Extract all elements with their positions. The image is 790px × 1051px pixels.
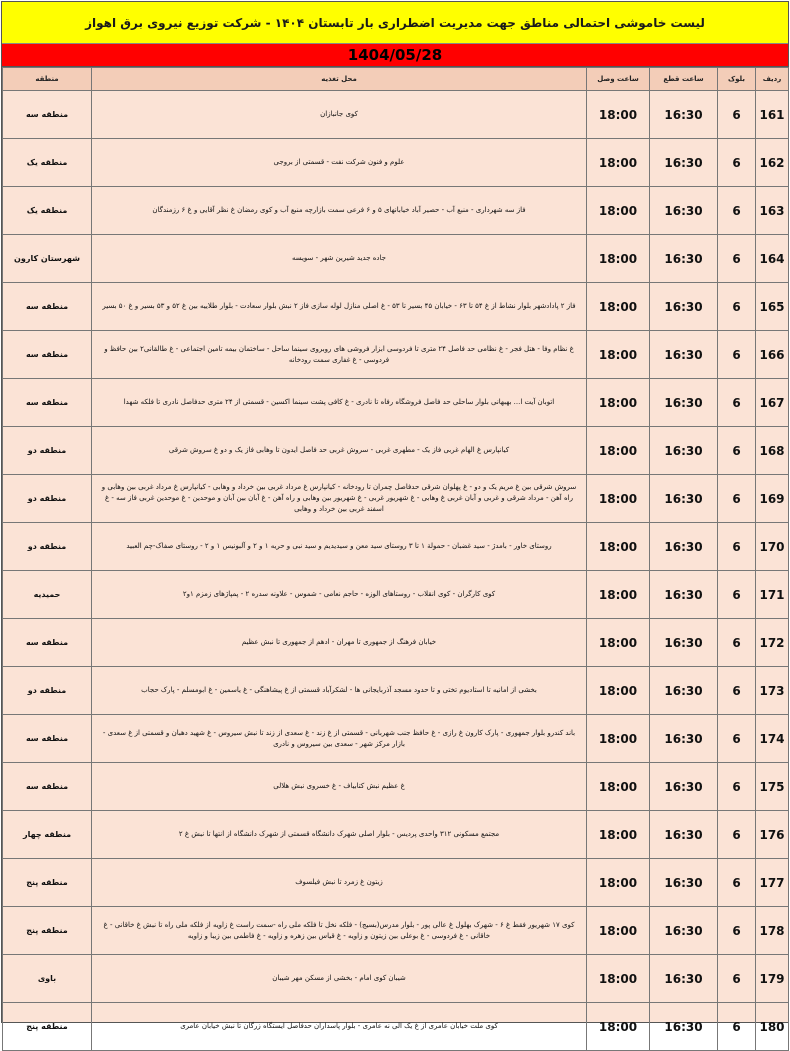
connect-time-cell: 18:00 <box>587 331 650 379</box>
table-row <box>3 187 789 235</box>
table-body <box>3 91 789 1051</box>
table-row <box>3 907 789 955</box>
document-title: لیست خاموشی احتمالی مناطق جهت مدیریت اضطراری بار تابستان ۱۴۰۴ - شرکت توزیع نیروی برق اهواز <box>2 2 788 44</box>
cut-time-cell: 16:30 <box>650 667 718 715</box>
connect-time-cell: 18:00 <box>587 427 650 475</box>
block-cell: 6 <box>718 331 756 379</box>
location-cell: کوی ۱۷ شهریور فقط غ ۶ - شهرک بهلول غ عالی پور - بلوار مدرس(بسیج) - فلکه نخل تا فلکه ملی راه -سمت راست غ زاویه از فلکه ملی راه تا نبش غ خاقانی - غ خاقانی - غ فردوسی - غ بوعلی بین زیتون و زاویه - غ قیاس بین زهره و زاویه - غ فاطمی بین زیبا و زاویه <box>92 907 587 955</box>
cut-time-cell: 16:30 <box>650 91 718 139</box>
cut-time-cell: 16:30 <box>650 955 718 1003</box>
location-cell: شیبان کوی امام - بخشی از مسکن مهر شیبان <box>92 955 587 1003</box>
cut-time-cell: 16:30 <box>650 379 718 427</box>
row-number: 179 <box>756 955 789 1003</box>
region-cell: منطقه سه <box>3 379 92 427</box>
row-number: 171 <box>756 571 789 619</box>
region-cell: منطقه دو <box>3 523 92 571</box>
block-cell: 6 <box>718 715 756 763</box>
cut-time-cell: 16:30 <box>650 283 718 331</box>
block-cell: 6 <box>718 187 756 235</box>
cut-time-cell: 16:30 <box>650 235 718 283</box>
row-number: 162 <box>756 139 789 187</box>
region-cell: منطقه دو <box>3 427 92 475</box>
row-number: 173 <box>756 667 789 715</box>
header-location: محل تغذیه <box>92 68 587 91</box>
row-number: 161 <box>756 91 789 139</box>
header-row-no: ردیف <box>756 68 789 91</box>
row-number: 169 <box>756 475 789 523</box>
table-row <box>3 811 789 859</box>
cut-time-cell: 16:30 <box>650 619 718 667</box>
cut-time-cell: 16:30 <box>650 763 718 811</box>
connect-time-cell: 18:00 <box>587 859 650 907</box>
location-cell: فاز ۲ پادادشهر بلوار نشاط از غ ۵۴ تا ۶۳ - خیابان ۴۵ بسیر تا ۵۳ - غ اصلی منازل لوله سازی فاز ۲ نبش بلوار سعادت - بلوار طلاییه بین غ ۵۲ و ۵۳ بسیر و غ ۵۰ بسیر <box>92 283 587 331</box>
cut-time-cell: 16:30 <box>650 139 718 187</box>
block-cell: 6 <box>718 427 756 475</box>
location-cell: غ نظام وفا - هتل فجر - غ نظامی حد فاصل ۲۴ متری تا فردوسی ابزار فروشی های روبروی سینما ساحل - ساختمان بیمه تامین اجتماعی - غ طالقانی۲ بین حافظ و فردوسی - غ غفاری سمت رودخانه <box>92 331 587 379</box>
table-row <box>3 523 789 571</box>
cut-time-cell: 16:30 <box>650 427 718 475</box>
block-cell: 6 <box>718 763 756 811</box>
cut-time-cell: 16:30 <box>650 475 718 523</box>
region-cell: منطقه سه <box>3 763 92 811</box>
location-cell: کوی جانبازان <box>92 91 587 139</box>
region-cell: منطقه یک <box>3 187 92 235</box>
cut-time-cell: 16:30 <box>650 859 718 907</box>
table-row <box>3 283 789 331</box>
connect-time-cell: 18:00 <box>587 283 650 331</box>
header-block: بلوک <box>718 68 756 91</box>
cut-time-cell: 16:30 <box>650 1003 718 1051</box>
cut-time-cell: 16:30 <box>650 811 718 859</box>
region-cell: حمیدیه <box>3 571 92 619</box>
region-cell: منطقه سه <box>3 91 92 139</box>
cut-time-cell: 16:30 <box>650 907 718 955</box>
region-cell: شهرستان کارون <box>3 235 92 283</box>
table-row <box>3 1003 789 1051</box>
row-number: 172 <box>756 619 789 667</box>
cut-time-cell: 16:30 <box>650 571 718 619</box>
block-cell: 6 <box>718 907 756 955</box>
region-cell: منطقه پنج <box>3 1003 92 1051</box>
location-cell: جاده جدید شیرین شهر - سویسه <box>92 235 587 283</box>
connect-time-cell: 18:00 <box>587 91 650 139</box>
location-cell: کیانپارس غ الهام غربی فاز یک - مطهری غربی - سروش غربی حد فاصل ایدون تا وهابی فاز یک و دو غ سروش شرقی <box>92 427 587 475</box>
row-number: 168 <box>756 427 789 475</box>
block-cell: 6 <box>718 523 756 571</box>
location-cell: روستای خاور - بامدژ - سید غضبان - حمولة ۱ تا ۳ روستای سید معن و سیدیدیم و سید نبی و حریه ۱ و ۲ و آلبونیس ۱ و ۲ - روستای صفاک-چم العبید <box>92 523 587 571</box>
header-connect-time: ساعت وصل <box>587 68 650 91</box>
connect-time-cell: 18:00 <box>587 379 650 427</box>
row-number: 180 <box>756 1003 789 1051</box>
connect-time-cell: 18:00 <box>587 475 650 523</box>
block-cell: 6 <box>718 955 756 1003</box>
location-cell: خیابان فرهنگ از جمهوری تا مهران - ادهم از جمهوری تا نبش عظیم <box>92 619 587 667</box>
block-cell: 6 <box>718 139 756 187</box>
region-cell: منطقه سه <box>3 715 92 763</box>
cut-time-cell: 16:30 <box>650 523 718 571</box>
location-cell: اتوبان آیت ا... بهبهانی بلوار ساحلی حد فاصل فروشگاه رفاه تا نادری - غ کافی پشت سینما اکسین - قسمتی از ۲۴ متری حدفاصل نادری تا فلکه شهدا <box>92 379 587 427</box>
table-row <box>3 91 789 139</box>
table-row <box>3 667 789 715</box>
block-cell: 6 <box>718 235 756 283</box>
table-row <box>3 571 789 619</box>
outage-table <box>2 67 789 1051</box>
region-cell: منطقه دو <box>3 475 92 523</box>
cut-time-cell: 16:30 <box>650 331 718 379</box>
block-cell: 6 <box>718 91 756 139</box>
row-number: 166 <box>756 331 789 379</box>
connect-time-cell: 18:00 <box>587 907 650 955</box>
table-row <box>3 859 789 907</box>
table-row <box>3 427 789 475</box>
header-cut-time: ساعت قطع <box>650 68 718 91</box>
row-number: 164 <box>756 235 789 283</box>
row-number: 178 <box>756 907 789 955</box>
block-cell: 6 <box>718 571 756 619</box>
connect-time-cell: 18:00 <box>587 811 650 859</box>
region-cell: منطقه سه <box>3 283 92 331</box>
location-cell: علوم و فنون شرکت نفت - قسمتی از بروجی <box>92 139 587 187</box>
row-number: 165 <box>756 283 789 331</box>
table-row <box>3 619 789 667</box>
cut-time-cell: 16:30 <box>650 715 718 763</box>
region-cell: منطقه سه <box>3 619 92 667</box>
table-row <box>3 955 789 1003</box>
row-number: 163 <box>756 187 789 235</box>
location-cell: کوی کارگران - کوی انقلاب - روستاهای الوزه - حاجم نعامی - شموس - علاونه سدره ۲ - پمپاژهای زمزم ۱و۲ <box>92 571 587 619</box>
connect-time-cell: 18:00 <box>587 667 650 715</box>
block-cell: 6 <box>718 811 756 859</box>
row-number: 175 <box>756 763 789 811</box>
region-cell: منطقه دو <box>3 667 92 715</box>
outage-schedule-sheet <box>1 1 789 1034</box>
table-row <box>3 475 789 523</box>
row-number: 167 <box>756 379 789 427</box>
connect-time-cell: 18:00 <box>587 715 650 763</box>
schedule-date: 1404/05/28 <box>2 44 788 67</box>
block-cell: 6 <box>718 1003 756 1051</box>
table-row <box>3 139 789 187</box>
connect-time-cell: 18:00 <box>587 763 650 811</box>
location-cell: فاز سه شهرداری - منبع آب - حصیر آباد خیابانهای ۵ و ۶ فرعی سمت بازارچه منبع آب و کوی رمضان غ نظر آقایی و غ ۶ رزمندگان <box>92 187 587 235</box>
region-cell: منطقه پنج <box>3 859 92 907</box>
row-number: 170 <box>756 523 789 571</box>
table-header-row <box>3 68 789 91</box>
cut-time-cell: 16:30 <box>650 187 718 235</box>
region-cell: منطقه سه <box>3 331 92 379</box>
row-number: 174 <box>756 715 789 763</box>
connect-time-cell: 18:00 <box>587 619 650 667</box>
block-cell: 6 <box>718 859 756 907</box>
region-cell: منطقه چهار <box>3 811 92 859</box>
connect-time-cell: 18:00 <box>587 1003 650 1051</box>
block-cell: 6 <box>718 379 756 427</box>
connect-time-cell: 18:00 <box>587 139 650 187</box>
block-cell: 6 <box>718 619 756 667</box>
connect-time-cell: 18:00 <box>587 571 650 619</box>
location-cell: باند کندرو بلوار جمهوری - پارک کارون غ رازی - غ حافظ جنب شهربانی - قسمتی از غ زند - غ سعدی از زند تا نبش سیروس - غ شهید دهبان و قسمتی از غ سعدی - بازار مرکز شهر - سعدی بین سیروس و نادری <box>92 715 587 763</box>
location-cell: زیتون غ زمرد تا نبش فیلسوف <box>92 859 587 907</box>
location-cell: غ عظیم نبش کتابیاف - غ خسروی نبش هلالی <box>92 763 587 811</box>
block-cell: 6 <box>718 475 756 523</box>
block-cell: 6 <box>718 667 756 715</box>
table-row <box>3 715 789 763</box>
row-number: 177 <box>756 859 789 907</box>
connect-time-cell: 18:00 <box>587 235 650 283</box>
region-cell: باوی <box>3 955 92 1003</box>
table-row <box>3 331 789 379</box>
row-number: 176 <box>756 811 789 859</box>
block-cell: 6 <box>718 283 756 331</box>
table-row <box>3 763 789 811</box>
connect-time-cell: 18:00 <box>587 523 650 571</box>
header-region: منطقه <box>3 68 92 91</box>
table-row <box>3 379 789 427</box>
region-cell: منطقه یک <box>3 139 92 187</box>
location-cell: کوی ملت خیابان عامری از غ یک الی نه عامری - بلوار پاسداران حدفاصل ایستگاه زرگان تا نبش خیابان عامری <box>92 1003 587 1051</box>
connect-time-cell: 18:00 <box>587 187 650 235</box>
location-cell: سروش شرقی بین غ مریم یک و دو - غ پهلوان شرقی حدفاصل چمران تا رودخانه - کیانپارس غ مرداد غربی بین خرداد و وهابی - کیانپارس غ مرداد غربی بین وهابی و راه آهن - مرداد شرقی و غربی و آبان غربی غ وهابی - غ شهریور غربی - غ شهریور بین وهابی و راه آهن - غ آبان بین آبان و موحدین - غ موحدین غربی فاز سه - غ اسفند غربی بین خرداد و وهابی <box>92 475 587 523</box>
location-cell: مجتمع مسکونی ۳۱۲ واحدی پردیس - بلوار اصلی شهرک دانشگاه قسمتی از شهرک دانشگاه از انتها تا نبش غ ۲ <box>92 811 587 859</box>
table-row <box>3 235 789 283</box>
connect-time-cell: 18:00 <box>587 955 650 1003</box>
location-cell: بخشی از امانیه تا استادیوم تختی و تا حدود مسجد آذربایجانی ها - لشکرآباد قسمتی از غ پیشاهنگی - غ یاسمین - غ ابومسلم - پارک حجاب <box>92 667 587 715</box>
region-cell: منطقه پنج <box>3 907 92 955</box>
